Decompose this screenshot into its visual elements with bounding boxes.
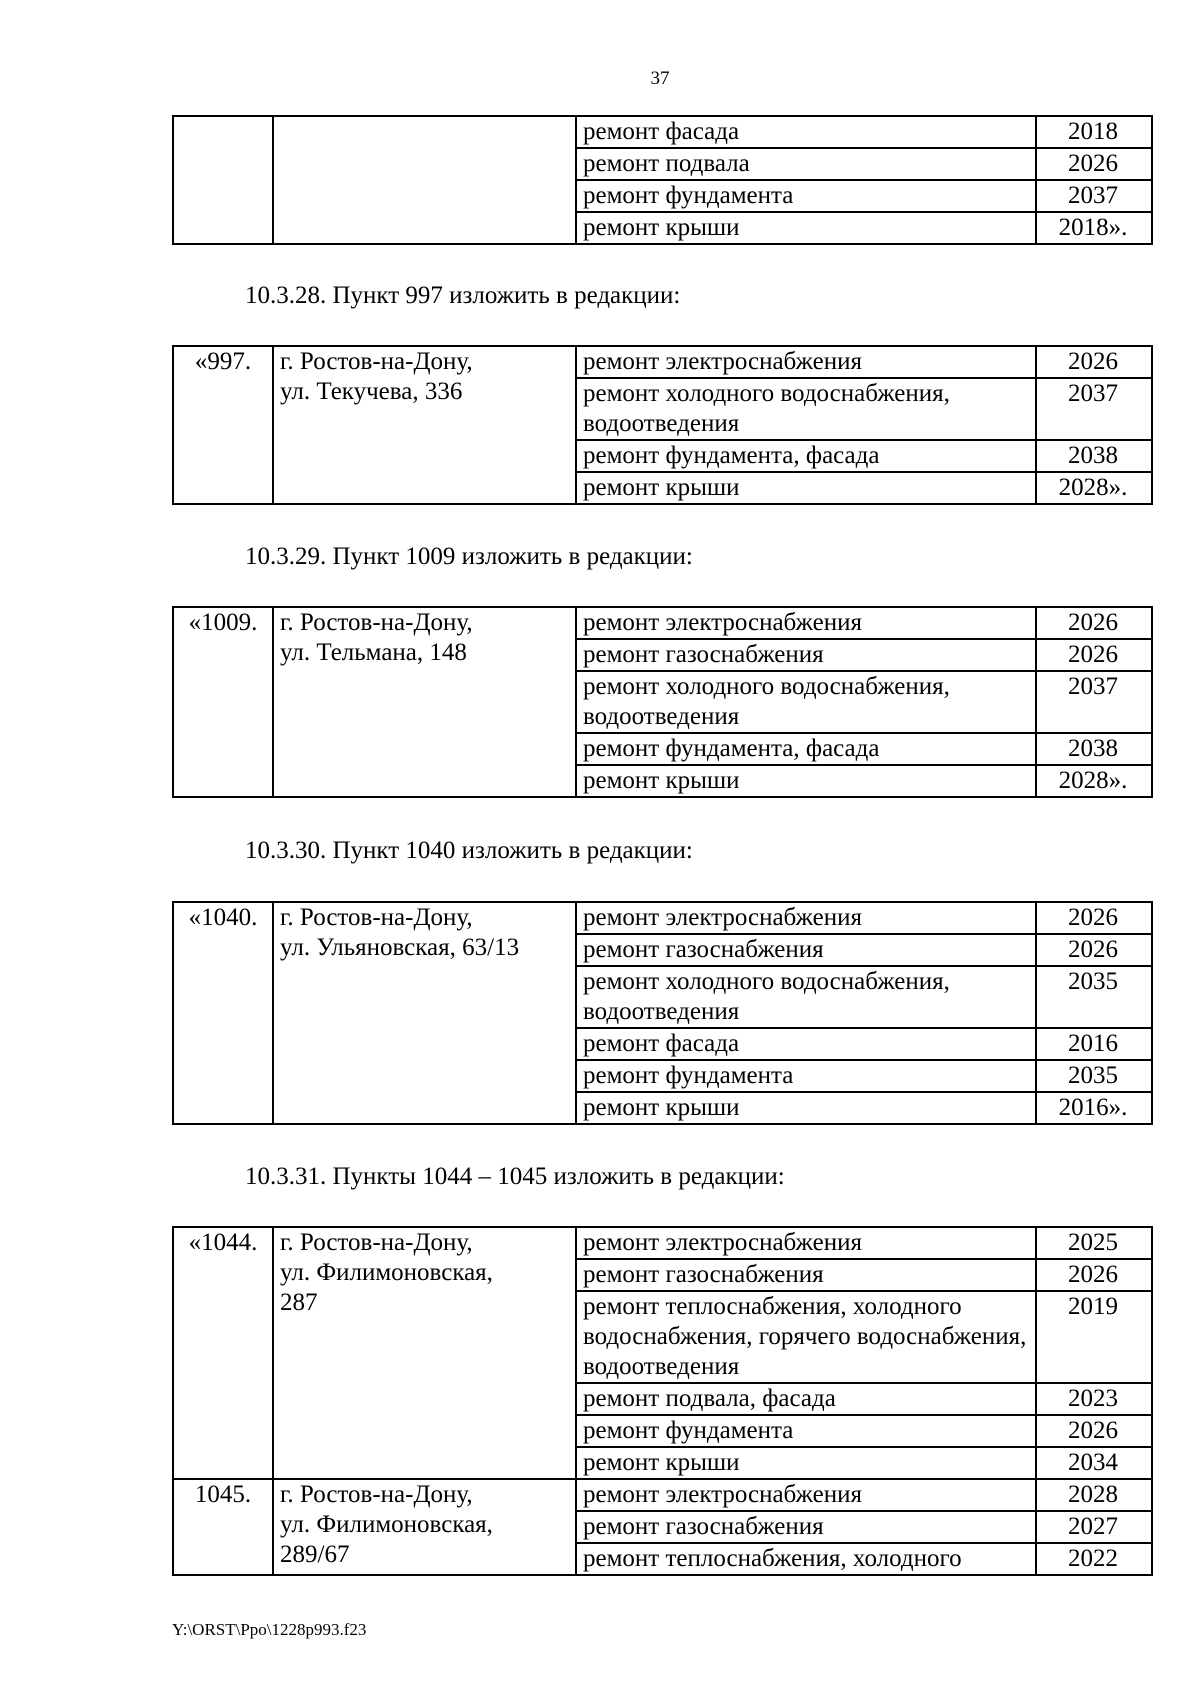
work-year: 2026 [1036,1259,1152,1291]
address-line: 289/67 [280,1541,350,1568]
works-table-continued [172,115,1153,245]
work-name: ремонт крыши [576,212,1036,244]
item-address [273,607,576,797]
work-name: ремонт электроснабжения [576,1227,1036,1259]
work-name: ремонт газоснабжения [576,639,1036,671]
work-year: 2035 [1036,1060,1152,1092]
work-year: 2023 [1036,1383,1152,1415]
work-year: 2028». [1036,472,1152,504]
table-row [173,607,1152,639]
table-row [173,1227,1152,1259]
work-name: ремонт электроснабжения [576,1479,1036,1511]
file-path-footer: Y:\ORST\Ppo\1228p993.f23 [172,1620,367,1639]
section-heading: 10.3.31. Пункты 1044 – 1045 изложить в редакции: [245,1163,785,1190]
work-year: 2026 [1036,902,1152,934]
works-table-1044-1045 [172,1226,1153,1576]
work-name: ремонт газоснабжения [576,1259,1036,1291]
work-year: 2016 [1036,1028,1152,1060]
work-name: ремонт теплоснабжения, холодного [576,1543,1036,1575]
item-number: «1040. [173,902,273,1124]
work-name: ремонт крыши [576,472,1036,504]
item-number: «1044. [173,1227,273,1479]
works-table-1009 [172,606,1153,798]
table-row [173,116,1152,148]
work-year: 2034 [1036,1447,1152,1479]
address-line: ул. Ульяновская, 63/13 [280,934,520,961]
work-name: ремонт газоснабжения [576,1511,1036,1543]
item-number: 1045. [173,1479,273,1575]
page-number: 37 [650,68,670,89]
works-table-1040 [172,901,1153,1125]
address-line: ул. Филимоновская, [280,1259,493,1286]
item-address [273,902,576,1124]
work-name: ремонт фасада [576,116,1036,148]
address-line: г. Ростов-на-Дону, [280,904,473,931]
work-name: ремонт газоснабжения [576,934,1036,966]
work-year: 2026 [1036,934,1152,966]
work-name: ремонт фундамента [576,1060,1036,1092]
work-name: ремонт электроснабжения [576,902,1036,934]
work-year: 2026 [1036,148,1152,180]
work-year: 2038 [1036,733,1152,765]
work-year: 2037 [1036,671,1152,733]
work-name: ремонт холодного водоснабжения, водоотведения [576,671,1036,733]
work-name: ремонт холодного водоснабжения, водоотведения [576,378,1036,440]
work-year: 2038 [1036,440,1152,472]
work-year: 2027 [1036,1511,1152,1543]
address-line: г. Ростов-на-Дону, [280,1481,473,1508]
work-name: ремонт фундамента, фасада [576,733,1036,765]
work-year: 2022 [1036,1543,1152,1575]
work-name: ремонт крыши [576,1447,1036,1479]
item-address [273,346,576,504]
work-year: 2026 [1036,346,1152,378]
work-year: 2028». [1036,765,1152,797]
work-year: 2019 [1036,1291,1152,1383]
section-heading: 10.3.28. Пункт 997 изложить в редакции: [245,282,681,309]
work-year: 2018». [1036,212,1152,244]
work-name: ремонт подвала [576,148,1036,180]
work-year: 2018 [1036,116,1152,148]
address-line: г. Ростов-на-Дону, [280,609,473,636]
works-table-997 [172,345,1153,505]
address-line: г. Ростов-на-Дону, [280,1229,473,1256]
work-year: 2026 [1036,607,1152,639]
work-name: ремонт электроснабжения [576,607,1036,639]
address-line: ул. Текучева, 336 [280,378,463,405]
work-year: 2037 [1036,378,1152,440]
work-year: 2025 [1036,1227,1152,1259]
work-name: ремонт подвала, фасада [576,1383,1036,1415]
item-number [173,116,273,244]
address-line: 287 [280,1289,318,1316]
work-name: ремонт фундамента, фасада [576,440,1036,472]
work-year: 2026 [1036,1415,1152,1447]
item-number: «997. [173,346,273,504]
work-year: 2037 [1036,180,1152,212]
work-year: 2028 [1036,1479,1152,1511]
address-line: г. Ростов-на-Дону, [280,348,473,375]
work-year: 2016». [1036,1092,1152,1124]
work-name: ремонт электроснабжения [576,346,1036,378]
address-line: ул. Филимоновская, [280,1511,493,1538]
section-heading: 10.3.30. Пункт 1040 изложить в редакции: [245,837,693,864]
work-name: ремонт фундамента [576,180,1036,212]
work-name: ремонт фасада [576,1028,1036,1060]
work-year: 2026 [1036,639,1152,671]
work-name: ремонт холодного водоснабжения, водоотведения [576,966,1036,1028]
item-address [273,1479,576,1575]
work-name: ремонт крыши [576,765,1036,797]
work-year: 2035 [1036,966,1152,1028]
address-line: ул. Тельмана, 148 [280,639,467,666]
item-address [273,1227,576,1479]
item-address [273,116,576,244]
item-number: «1009. [173,607,273,797]
table-row [173,902,1152,934]
section-heading: 10.3.29. Пункт 1009 изложить в редакции: [245,543,693,570]
work-name: ремонт крыши [576,1092,1036,1124]
table-row [173,1479,1152,1511]
work-name: ремонт теплоснабжения, холодного водоснабжения, горячего водоснабжения, водоотведения [576,1291,1036,1383]
work-name: ремонт фундамента [576,1415,1036,1447]
table-row [173,346,1152,378]
